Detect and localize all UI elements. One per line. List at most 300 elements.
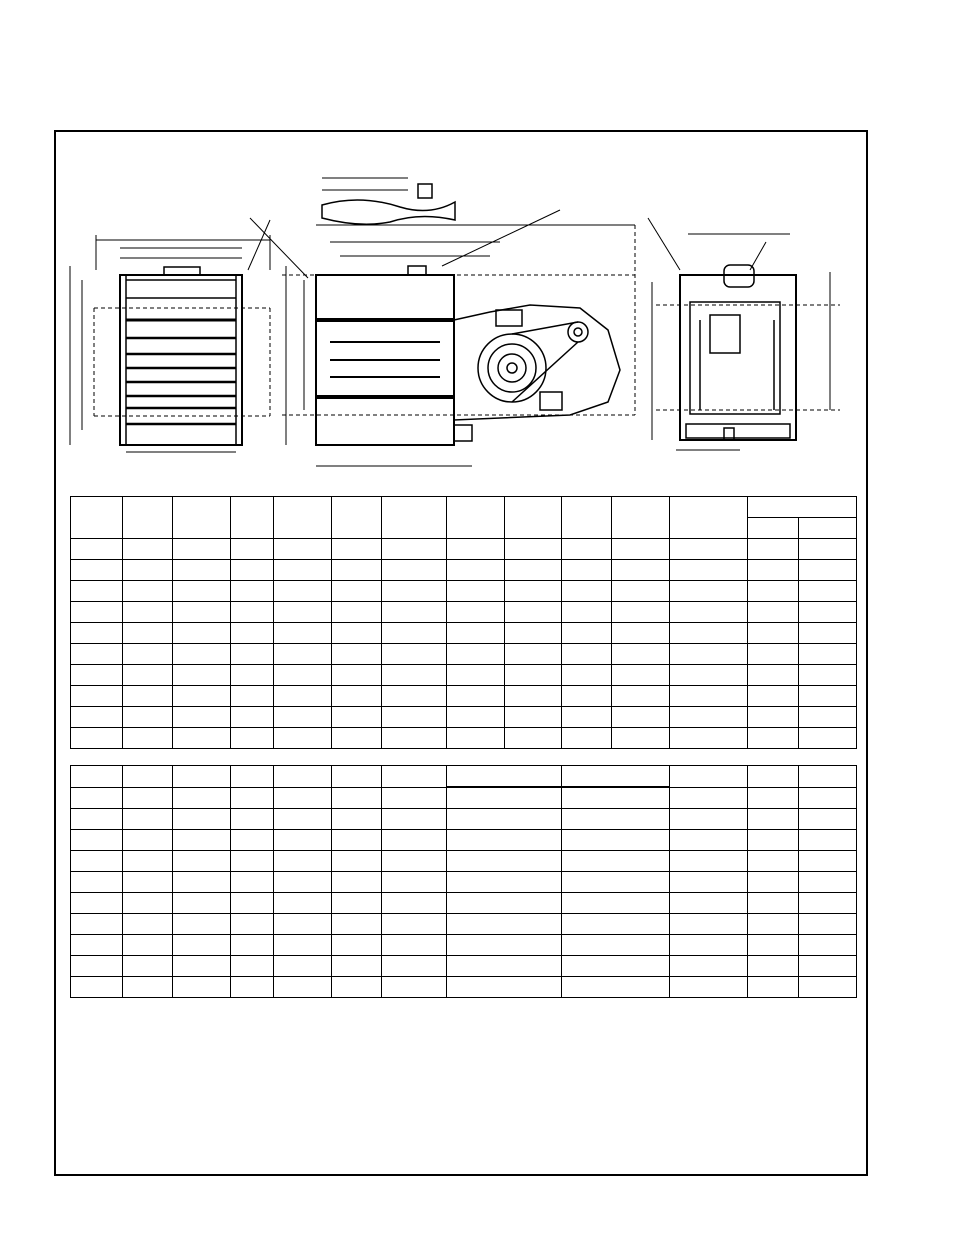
table-cell	[748, 914, 799, 935]
table-cell	[173, 766, 231, 788]
table-cell	[123, 728, 173, 749]
table-cell	[231, 560, 274, 581]
table-cell	[670, 497, 748, 539]
table-cell	[123, 956, 173, 977]
table-cell	[505, 560, 562, 581]
table-cell	[382, 851, 447, 872]
table-cell	[748, 851, 799, 872]
table-cell	[382, 766, 447, 788]
table-cell	[382, 977, 447, 998]
table-row	[71, 830, 857, 851]
table-cell	[274, 560, 332, 581]
table-cell	[562, 830, 670, 851]
table-row	[71, 851, 857, 872]
table-cell	[447, 623, 505, 644]
table-cell	[71, 893, 123, 914]
table-cell	[612, 665, 670, 686]
table-cell	[670, 623, 748, 644]
table-cell	[670, 935, 748, 956]
table-cell	[274, 623, 332, 644]
table-cell	[799, 893, 857, 914]
table-row	[71, 935, 857, 956]
table-cell	[799, 830, 857, 851]
table-cell	[231, 851, 274, 872]
table-cell	[332, 497, 382, 539]
table-cell	[71, 935, 123, 956]
table-cell	[562, 665, 612, 686]
table-cell	[231, 935, 274, 956]
table-cell	[332, 728, 382, 749]
table-cell	[173, 560, 231, 581]
table-cell	[71, 497, 123, 539]
table-cell	[748, 766, 799, 788]
table-cell	[173, 665, 231, 686]
table-cell	[71, 560, 123, 581]
table-cell	[71, 602, 123, 623]
table-cell	[274, 787, 332, 809]
table-cell	[799, 707, 857, 728]
table-cell	[123, 809, 173, 830]
table-cell	[382, 665, 447, 686]
table-cell	[332, 935, 382, 956]
table-cell	[274, 956, 332, 977]
table-row	[71, 956, 857, 977]
table-cell	[231, 809, 274, 830]
table-cell	[173, 787, 231, 809]
table-cell	[748, 560, 799, 581]
table-cell	[173, 707, 231, 728]
table-cell	[71, 914, 123, 935]
table-cell	[173, 872, 231, 893]
table-cell	[173, 581, 231, 602]
table-cell	[612, 581, 670, 602]
table-cell	[670, 707, 748, 728]
table-cell	[123, 707, 173, 728]
table-cell	[231, 581, 274, 602]
table-cell	[748, 872, 799, 893]
table-cell	[799, 665, 857, 686]
table-cell	[382, 728, 447, 749]
table-cell	[173, 914, 231, 935]
table-cell	[670, 766, 748, 788]
table-cell	[332, 686, 382, 707]
table-cell	[71, 956, 123, 977]
table-cell	[173, 893, 231, 914]
table-row	[71, 914, 857, 935]
table-cell	[670, 956, 748, 977]
table-cell	[332, 893, 382, 914]
table-cell	[748, 581, 799, 602]
table-cell	[748, 977, 799, 998]
table-cell	[447, 977, 562, 998]
table-cell	[231, 872, 274, 893]
table-cell	[173, 497, 231, 539]
table-cell	[670, 787, 748, 809]
table-cell	[447, 560, 505, 581]
table-cell	[71, 872, 123, 893]
table-cell	[505, 497, 562, 539]
table-cell	[562, 914, 670, 935]
table-cell	[173, 830, 231, 851]
table-cell	[71, 809, 123, 830]
table-cell	[748, 956, 799, 977]
table-cell	[505, 728, 562, 749]
table-cell	[123, 686, 173, 707]
table-cell	[562, 893, 670, 914]
table-cell	[231, 539, 274, 560]
table-cell	[123, 560, 173, 581]
table-cell	[231, 766, 274, 788]
table-cell	[274, 602, 332, 623]
table-cell	[447, 686, 505, 707]
table-cell	[562, 602, 612, 623]
table-cell	[612, 539, 670, 560]
table-cell	[799, 977, 857, 998]
table-cell	[332, 581, 382, 602]
table-cell	[382, 935, 447, 956]
table-cell	[748, 644, 799, 665]
table-cell	[382, 956, 447, 977]
table-row	[71, 728, 857, 749]
table-cell	[799, 787, 857, 809]
table-cell	[173, 728, 231, 749]
rear-view	[648, 218, 840, 450]
table-cell	[332, 644, 382, 665]
table-cell	[670, 977, 748, 998]
table-cell	[505, 686, 562, 707]
table-cell	[274, 977, 332, 998]
table-cell	[447, 539, 505, 560]
table-cell	[123, 893, 173, 914]
table-cell	[274, 935, 332, 956]
table-cell	[382, 686, 447, 707]
table-cell	[274, 893, 332, 914]
table-cell	[332, 977, 382, 998]
table-cell	[799, 872, 857, 893]
table-cell	[71, 766, 123, 788]
table-cell	[123, 830, 173, 851]
dimension-table-2	[70, 765, 857, 998]
table-cell	[274, 644, 332, 665]
table-cell	[123, 935, 173, 956]
unit-dimension-drawing	[60, 170, 850, 470]
table-cell	[123, 787, 173, 809]
table-cell	[231, 787, 274, 809]
table-cell	[799, 809, 857, 830]
table-cell	[748, 787, 799, 809]
table-cell	[748, 707, 799, 728]
table-cell	[332, 872, 382, 893]
table-cell	[670, 830, 748, 851]
table-cell	[799, 851, 857, 872]
table-cell	[447, 497, 505, 539]
table-row	[71, 686, 857, 707]
table-cell	[231, 644, 274, 665]
table-cell	[173, 956, 231, 977]
table-cell	[71, 977, 123, 998]
table-cell	[332, 539, 382, 560]
table-cell	[447, 956, 562, 977]
table-cell	[231, 686, 274, 707]
table-cell	[123, 602, 173, 623]
table-cell	[799, 623, 857, 644]
table-cell	[748, 935, 799, 956]
table-cell	[562, 623, 612, 644]
table-cell	[123, 581, 173, 602]
table-header-row	[71, 766, 857, 788]
table-row	[71, 977, 857, 998]
table-row	[71, 893, 857, 914]
table-cell	[332, 707, 382, 728]
table-cell	[173, 809, 231, 830]
table-cell	[799, 686, 857, 707]
table-cell	[799, 914, 857, 935]
table-cell	[505, 707, 562, 728]
table-cell	[447, 707, 505, 728]
table-cell	[670, 560, 748, 581]
table-cell	[748, 728, 799, 749]
table-cell	[332, 602, 382, 623]
table-cell	[562, 809, 670, 830]
table-cell	[799, 539, 857, 560]
table-cell	[332, 956, 382, 977]
table-cell	[447, 644, 505, 665]
table-row	[71, 644, 857, 665]
table-cell	[274, 665, 332, 686]
table-cell	[562, 497, 612, 539]
table-row	[71, 539, 857, 560]
table-cell	[612, 707, 670, 728]
table-cell	[748, 602, 799, 623]
table-cell	[748, 539, 799, 560]
table-cell	[332, 623, 382, 644]
table-cell	[447, 809, 562, 830]
table-cell	[332, 914, 382, 935]
table-cell	[447, 851, 562, 872]
table-cell	[562, 935, 670, 956]
table-cell	[447, 766, 562, 788]
table-cell	[505, 581, 562, 602]
table-cell	[332, 787, 382, 809]
table-cell	[562, 851, 670, 872]
table-cell	[274, 914, 332, 935]
table-cell	[71, 728, 123, 749]
table-cell	[274, 728, 332, 749]
table-cell	[274, 830, 332, 851]
table-cell	[123, 497, 173, 539]
table-cell	[447, 581, 505, 602]
table-row	[71, 707, 857, 728]
table-cell	[612, 602, 670, 623]
table-cell	[562, 766, 670, 788]
table-cell	[382, 581, 447, 602]
table-cell	[505, 623, 562, 644]
table-cell	[505, 665, 562, 686]
table-cell	[332, 560, 382, 581]
table-cell	[799, 560, 857, 581]
table-cell	[123, 766, 173, 788]
table-row	[71, 809, 857, 830]
table-cell	[332, 809, 382, 830]
table-cell	[748, 497, 857, 518]
table-cell	[274, 851, 332, 872]
table-cell	[382, 809, 447, 830]
table-cell	[562, 956, 670, 977]
table-cell	[612, 497, 670, 539]
table-cell	[123, 977, 173, 998]
table-cell	[231, 728, 274, 749]
table-cell	[670, 686, 748, 707]
table-cell	[123, 872, 173, 893]
table-cell	[382, 644, 447, 665]
table-cell	[505, 644, 562, 665]
table-cell	[670, 644, 748, 665]
table-cell	[612, 728, 670, 749]
table-cell	[382, 539, 447, 560]
table-cell	[748, 809, 799, 830]
table-cell	[123, 665, 173, 686]
table-cell	[274, 872, 332, 893]
table-cell	[799, 956, 857, 977]
table-cell	[670, 893, 748, 914]
table-cell	[505, 602, 562, 623]
table-cell	[382, 872, 447, 893]
table-cell	[382, 893, 447, 914]
table-cell	[447, 935, 562, 956]
table-cell	[799, 728, 857, 749]
table-cell	[274, 686, 332, 707]
table-cell	[562, 644, 612, 665]
table-cell	[71, 830, 123, 851]
table-cell	[231, 665, 274, 686]
table-cell	[274, 809, 332, 830]
table-cell	[748, 830, 799, 851]
table-cell	[173, 644, 231, 665]
table-cell	[799, 766, 857, 788]
table-cell	[123, 914, 173, 935]
table-cell	[748, 665, 799, 686]
table-cell	[562, 539, 612, 560]
table-cell	[670, 809, 748, 830]
table-cell	[274, 766, 332, 788]
table-cell	[274, 707, 332, 728]
table-cell	[173, 623, 231, 644]
front-view	[70, 220, 270, 452]
table-cell	[670, 665, 748, 686]
table-cell	[562, 728, 612, 749]
table-cell	[231, 977, 274, 998]
table-cell	[447, 728, 505, 749]
table-cell	[799, 602, 857, 623]
table-cell	[447, 830, 562, 851]
table-cell	[173, 539, 231, 560]
table-cell	[382, 787, 447, 809]
table-row	[71, 560, 857, 581]
table-cell	[670, 872, 748, 893]
table-cell	[382, 707, 447, 728]
table-cell	[173, 602, 231, 623]
table-cell	[748, 623, 799, 644]
table-row	[71, 581, 857, 602]
table-cell	[274, 581, 332, 602]
table-cell	[670, 602, 748, 623]
table-cell	[748, 518, 799, 539]
table-cell	[274, 539, 332, 560]
table-row	[71, 623, 857, 644]
table-cell	[612, 560, 670, 581]
table-cell	[231, 623, 274, 644]
table-cell	[332, 665, 382, 686]
table-cell	[231, 602, 274, 623]
dimension-table-1	[70, 496, 857, 749]
table-cell	[231, 893, 274, 914]
table-cell	[799, 644, 857, 665]
table-cell	[562, 872, 670, 893]
table-row	[71, 872, 857, 893]
table-cell	[231, 830, 274, 851]
table-cell	[71, 707, 123, 728]
table-header-row	[71, 497, 857, 518]
table-cell	[71, 686, 123, 707]
table-cell	[562, 707, 612, 728]
table-cell	[562, 581, 612, 602]
table-cell	[71, 623, 123, 644]
table-cell	[332, 851, 382, 872]
table-cell	[382, 830, 447, 851]
table-cell	[748, 686, 799, 707]
table-cell	[173, 851, 231, 872]
side-view	[250, 178, 635, 466]
table-cell	[612, 686, 670, 707]
table-cell	[382, 560, 447, 581]
table-cell	[123, 623, 173, 644]
table-cell	[231, 497, 274, 539]
table-cell	[382, 623, 447, 644]
table-cell	[562, 560, 612, 581]
table-cell	[382, 914, 447, 935]
table-cell	[173, 935, 231, 956]
table-cell	[670, 914, 748, 935]
table-cell	[332, 830, 382, 851]
table-cell	[231, 914, 274, 935]
table-cell	[562, 977, 670, 998]
table-cell	[447, 872, 562, 893]
table-cell	[123, 851, 173, 872]
table-cell	[670, 539, 748, 560]
table-cell	[447, 787, 562, 809]
table-cell	[670, 851, 748, 872]
table-cell	[670, 728, 748, 749]
table-cell	[71, 851, 123, 872]
table-cell	[505, 539, 562, 560]
table-row	[71, 665, 857, 686]
table-cell	[173, 686, 231, 707]
table-cell	[447, 893, 562, 914]
table-cell	[123, 539, 173, 560]
table-cell	[231, 707, 274, 728]
table-cell	[447, 914, 562, 935]
table-row	[71, 602, 857, 623]
table-cell	[612, 623, 670, 644]
table-cell	[332, 766, 382, 788]
table-cell	[71, 644, 123, 665]
table-cell	[123, 644, 173, 665]
table-cell	[274, 497, 332, 539]
table-cell	[799, 518, 857, 539]
table-cell	[562, 686, 612, 707]
table-cell	[71, 665, 123, 686]
table-header-row	[71, 787, 857, 809]
